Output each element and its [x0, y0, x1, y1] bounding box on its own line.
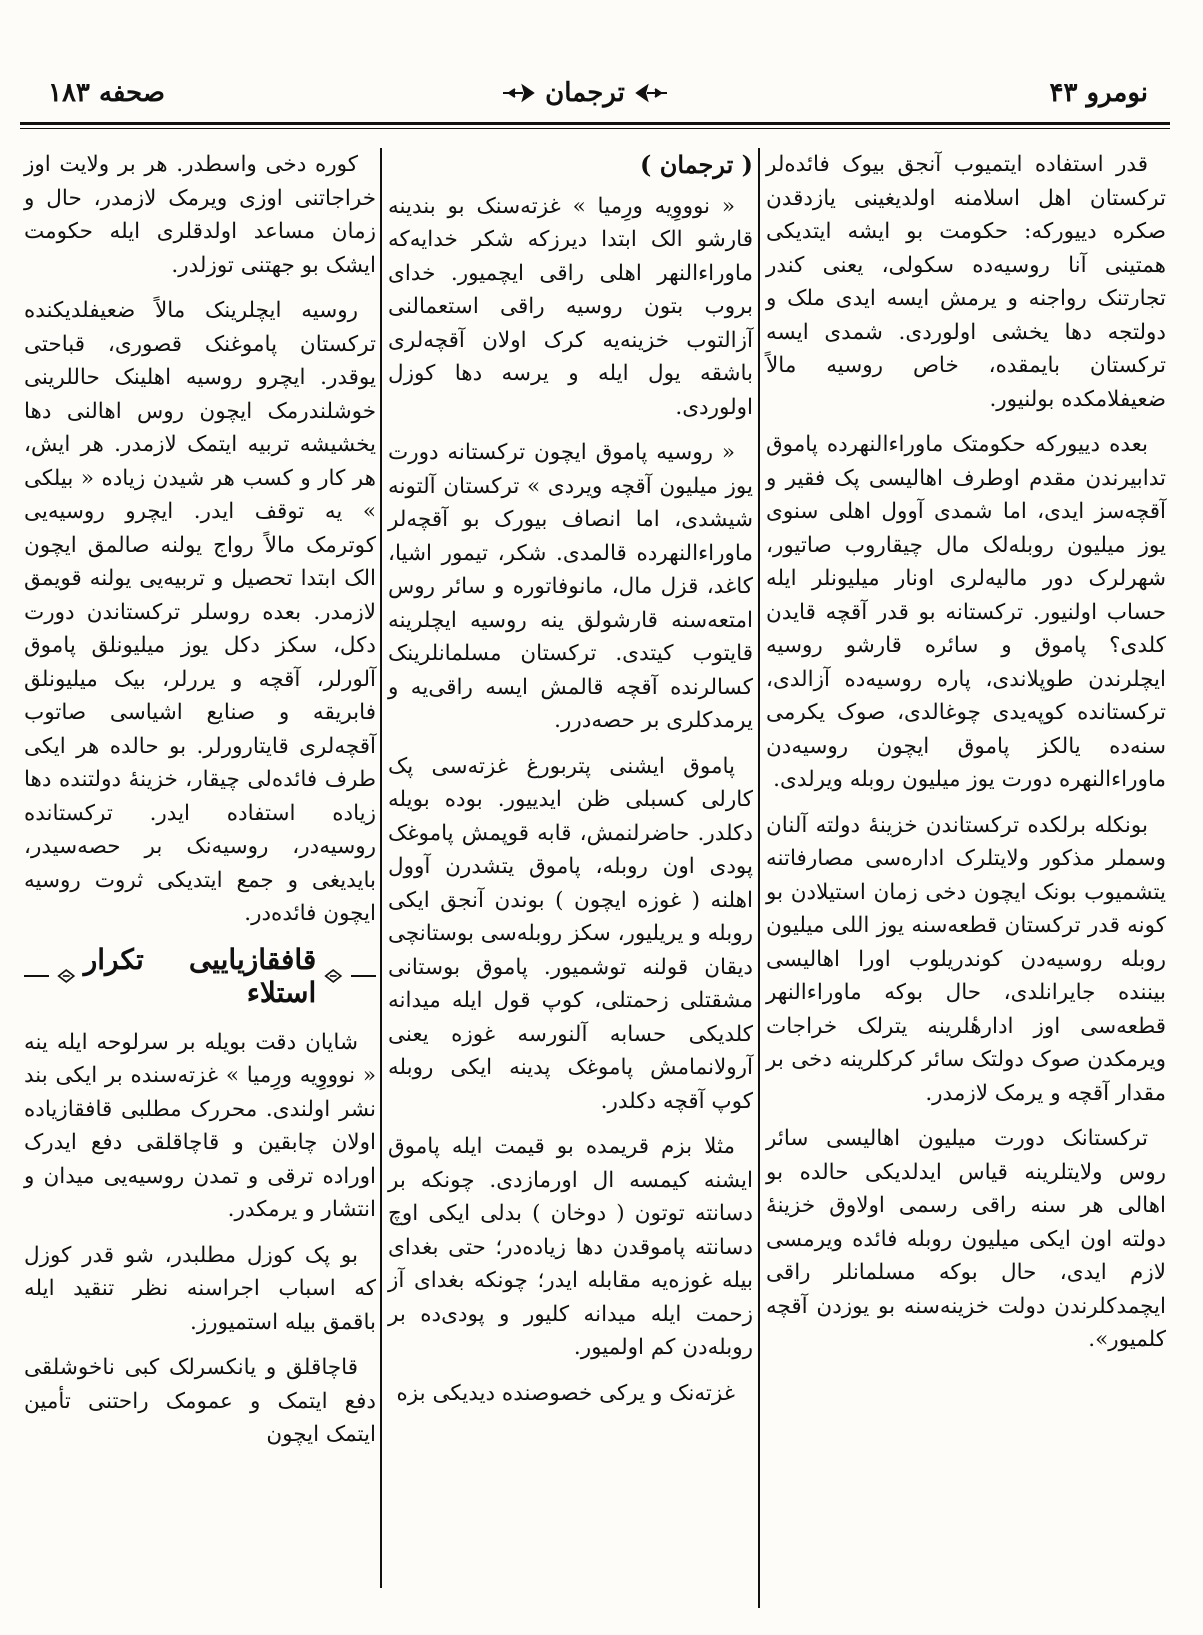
page-number: صحفه ۱۸۳ — [48, 78, 165, 108]
heading-rule — [351, 975, 376, 977]
paragraph: بو پک کوزل مطلبدر، شو قدر کوزل که اسباب اجراسنه نظر تنقید ایله باقمق بیله استمیورز. — [24, 1242, 376, 1335]
paragraph: بونکله برلکده ترکستاندن خزینهٔ دولته آلنان وسملر مذکور ولایتلرک اداره‌سی مصارفاتنه یتشمیوب بونک ایچون دخی زمان استیلادن بو کونه قدر ترکستان قطعه‌سنه یوز اللی میلیون روبله روسیه‌دن کوندریلوب اورا اهالیسی بیننده جایرانلدی، حال بوکه ماوراءالنهر قطعه‌سی اوز ادارهٔلرینه یترلک خراجات ویرمکدن صوک دولتک سائر کرکلرینه دخی بر مقدار آقچه و یرمک لازمدر. — [766, 812, 1166, 1106]
header-rule — [20, 122, 1170, 125]
paragraph: « نوووِیه ورِمیا » غزته‌سنک بو بندینه قارشو الک ابتدا دیرزکه شکر خدایه‌که ماوراءالنهر اهلی راقی ایچمیور. خدای بروب بتون روسیه راقی استعمالنی آزالتوب خزینه‌یه کرک اولان آقچه‌لری باشقه یول ایله و یرسه دها کوزل اولوردی. — [388, 193, 753, 420]
ornament-right-icon — [635, 83, 669, 103]
masthead — [500, 78, 670, 108]
paragraph: غزته‌نک و یرکی خصوصنده دیدیکی بزه — [396, 1380, 735, 1406]
ornament-left-icon — [501, 83, 535, 103]
section-heading — [24, 943, 376, 1010]
ornament-icon — [57, 967, 76, 985]
paragraph: قدر استفاده ایتمیوب آنجق بیوک فائده‌لر ترکستان اهل اسلامنه اولدیغینی یازدقدن صکره دییورکه: حکومت بو ایشه ایتدیکی همتینی آنا روسیه‌ده سکولی، یعنی کندر تجارتنک رواجنه و یرمش ایسه ایدی ملک و دولتجه دها یخشی اولوردی. شمدی ایسه ترکستان بایمقده، خاص روسیه مالاً ضعیفلامکده بولنیور. — [766, 152, 1166, 412]
paper-name: ترجمان — [545, 78, 625, 108]
section-title: قافقازیاییی تکرار استلاء — [83, 942, 317, 1009]
column-divider — [758, 148, 760, 1608]
paragraph: شایان دقت بویله بر سرلوحه ایله ینه « نوووِیه ورِمیا » غزته‌سنده بر ایکی بند نشر اولندی. محررک مطلبی قافقازیاده اولان چابقین و قاچاقلقی دفع ایدرک اوراده ترقی و تمدن روسیه‌یی میدان و انتشار و یرمکدر. — [24, 1029, 376, 1222]
paragraph: کوره دخی واسطدر. هر بر ولایت اوز خراجاتنی اوزی ویرمک لازمدر، حال و زمان مساعد اولدقلری ایله حکومت ایشک بو جهتنی توزلدر. — [24, 152, 376, 278]
paragraph: « روسیه پاموق ایچون ترکستانه دورت یوز میلیون آقچه ویردی » ترکستان آلتونه شیشدی، اما انصاف بیورک بو آقچه‌لر ماوراءالنهرده قالمدی. شکر، تیمور اشیا، کاغد، قزل مال، مانوفاتوره و سائر روس امتعه‌سنه قارشولق ینه روسیه ایچلرینه قایتوب کیتدی. ترکستان مسلمانلرینک کسالرنده آقچه قالمش ایسه راقی‌یه و یرمدکلری بر حصه‌درر. — [388, 440, 753, 733]
header-rule-thin — [20, 128, 1170, 129]
column-divider — [380, 148, 382, 1588]
article-title: ( ترجمان ) — [640, 150, 753, 179]
column-right — [766, 148, 1166, 1369]
issue-number: نومرو ۴۳ — [1049, 78, 1148, 108]
paragraph: قاچاقلق و یانکسرلک کبی ناخوشلقی دفع ایتمک و عمومک راحتنی تأمین ایتمک ایچون — [24, 1355, 376, 1447]
paragraph: پاموق ایشنی پتربورغ غزته‌سی پک کارلی کسبلی ظن ایدییور. بوده بویله دکلدر. حاضرلنمش، قابه قوپمش پاموغک پودی اون روبله، پاموق یتشدرن آوول اهلنه ( غوزه ایچون ) بوندن آنجق ایکی روبله و یریلیور، سکز روبله‌سی بوستانچی دیقان قولنه توشمیور. پاموق بوستانی مشقتلی زحمتلی، کوپ قول ایله میدانه کلدیکی حسابه آلنورسه غوزه یعنی آرولانمامش پاموغک پدینه ایکی روبله کوپ آقچه دکلدر. — [388, 753, 753, 1114]
paragraph: ترکستانک دورت میلیون اهالیسی سائر روس ولایتلرینه قیاس ایدلدیکی حالده بو اهالی هر سنه راقی رسمی اولاوق خزینهٔ دولته اون ایکی میلیون روبله فائده ویرمسی لازم ایدی، حال بوکه مسلمانلر راقی ایچمدکلرندن دولت خزینه‌سنه بو یوزدن آقچه کلمیور». — [766, 1126, 1166, 1352]
paragraph: مثلا بزم قریمده بو قیمت ایله پاموق ایشنه کیمسه ال اورمازدی. چونکه بر دسانته توتون ( دوخان ) بدلی ایکی اوچ دسانته پاموقدن دها زیاده‌در؛ حتی بغدای بیله غوزه‌یه مقابله ایدر؛ چونکه بغدای آز زحمت ایله میدانه کلیور و پودی‌ده بر روبله‌دن کم اولمیور. — [388, 1134, 753, 1360]
paragraph: روسیه ایچلرینک مالاً ضعیفلدیکنده ترکستان پاموغنک قصوری، قباحتی یوقدر. ایچرو روسیه اهلینک حاللرینی خوشلندرمک ایچون روس اهالنی دها یخشیشه تربیه ایتمک لازمدر. هر ایش، هر کار و کسب هر شیدن زیاده « بیلکی » یه توقف ایدر. ایچرو روسیه‌یی کوترمک مالاً رواج یولنه صالمق ایچون الک ابتدا تحصیل و تربیه‌یی یولنه قویمق لازمدر. بعده روسلر ترکستاندن دورت دکل، سکز دکل یوز میلیونلق پاموق آلورلر، آقچه و یررلر، بیک میلیونلق فابریقه و صنایع اشیاسی صاتوب آقچه‌لری قایتارورلر. بو حالده هر ایکی طرف فائده‌لی چیقار، خزینهٔ دولتنده دها زیاده استفاده ایدر. ترکستانده روسیه‌در، روسیه‌نک بر حصه‌سیدر، بایدیغی و جمع ایتدیکی ثروت روسیه ایچون فائده‌در. — [24, 298, 376, 926]
newspaper-page — [20, 70, 1170, 1620]
page-header — [20, 70, 1170, 120]
column-middle — [388, 148, 753, 1422]
ornament-icon — [324, 967, 343, 985]
column-left — [24, 148, 376, 1464]
heading-rule — [24, 975, 49, 977]
paragraph: بعده دییورکه حکومتک ماوراءالنهرده پاموق تدابیرندن مقدم اوطرف اهالیسی پک فقیر و آقچه‌سز ایدی، اما شمدی آوول اهلی سنوی یوز میلیون روبله‌لک مال چیقاروب صاتیور، شهرلرک دور مالیه‌لری اونار میلیونلر ایله حساب اولنیور. ترکستانه بو قدر آقچه قایدن کلدی؟ پاموق و سائره قارشو روسیه ایچلرندن طوپلاندی، پاره روسیه‌ده آزالدی، ترکستانده کوپه‌یدی چوغالدی، صوک یکرمی سنه‌ده یالکز پاموق ایچون روسیه‌دن ماوراءالنهره دورت یوز میلیون روبله ویرلدی. — [766, 432, 1166, 792]
